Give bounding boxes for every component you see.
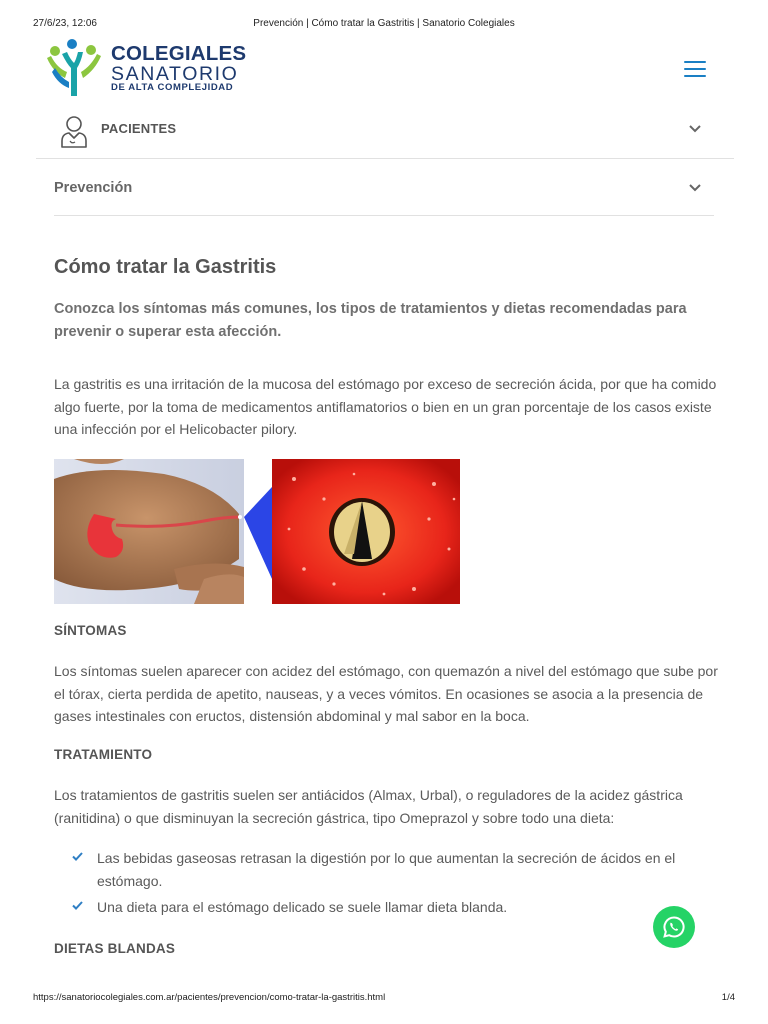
check-icon <box>72 852 83 861</box>
whatsapp-icon <box>662 915 686 939</box>
whatsapp-button[interactable] <box>653 906 695 948</box>
endoscopy-illustration <box>54 459 460 604</box>
list-item <box>72 847 712 892</box>
chevron-down-icon[interactable] <box>689 125 701 133</box>
people-logo-icon <box>45 38 103 100</box>
print-title: Prevención | Cómo tratar la Gastritis | Sanatorio Colegiales <box>253 18 515 29</box>
logo-line-sanatorio: SANATORIO <box>111 63 239 85</box>
user-icon <box>60 114 88 148</box>
nav-section-pacientes[interactable] <box>36 108 734 159</box>
symptoms-text: Los síntomas suelen aparecer con acidez del estómago, con quemazón a nivel del estómago que sube por el tórax, cierta perdida de apetito, nauseas, y a veces vómitos. En ocasiones se asocia a la presencia de gases intestinales con eructos, distensión abdominal y mal sabor en la boca. <box>54 663 718 724</box>
nav-subsection-prevencion[interactable] <box>54 160 714 216</box>
logo-line-colegiales: COLEGIALES <box>111 42 247 65</box>
treatment-heading: TRATAMIENTO <box>54 747 153 762</box>
article-lead: Conozca los síntomas más comunes, los tipos de tratamientos y dietas recomendadas para prevenir o superar esta afección. <box>54 301 687 340</box>
list-item <box>72 896 712 919</box>
nav-section-label: PACIENTES <box>101 121 177 136</box>
logo-line-subtitle: DE ALTA COMPLEJIDAD <box>111 82 234 93</box>
hamburger-icon[interactable] <box>684 61 706 77</box>
site-logo[interactable] <box>45 38 245 100</box>
chevron-down-icon[interactable] <box>689 184 701 192</box>
list-item-text: Las bebidas gaseosas retrasan la digestión por lo que aumentan la secreción de ácidos en el estómago. <box>97 850 676 889</box>
treatment-text: Los tratamientos de gastritis suelen ser antiácidos (Almax, Urbal), o reguladores de la acidez gástrica (ranitidina) o que disminuyan la secreción gástrica, tipo Omeprazol y sobre todo una dieta: <box>54 787 683 826</box>
nav-subsection-label: Prevención <box>54 180 133 196</box>
print-date: 27/6/23, 12:06 <box>33 18 97 29</box>
article-title: Cómo tratar la Gastritis <box>54 256 277 278</box>
print-url: https://sanatoriocolegiales.com.ar/pacientes/prevencion/como-tratar-la-gastritis.html <box>33 992 386 1003</box>
print-header <box>0 18 768 32</box>
article-intro: La gastritis es una irritación de la mucosa del estómago por exceso de secreción ácida, por que ha comido algo fuerte, por la toma de medicamentos antiflamatorios o bien en un gran porcentaje de los casos existe una infección por el Helicobacter pilory. <box>54 376 717 437</box>
treatment-list <box>72 847 712 923</box>
check-icon <box>72 901 83 910</box>
symptoms-heading: SÍNTOMAS <box>54 623 127 638</box>
list-item-text: Una dieta para el estómago delicado se suele llamar dieta blanda. <box>97 899 508 915</box>
print-page-number: 1/4 <box>721 992 735 1003</box>
diet-heading: DIETAS BLANDAS <box>54 941 176 956</box>
